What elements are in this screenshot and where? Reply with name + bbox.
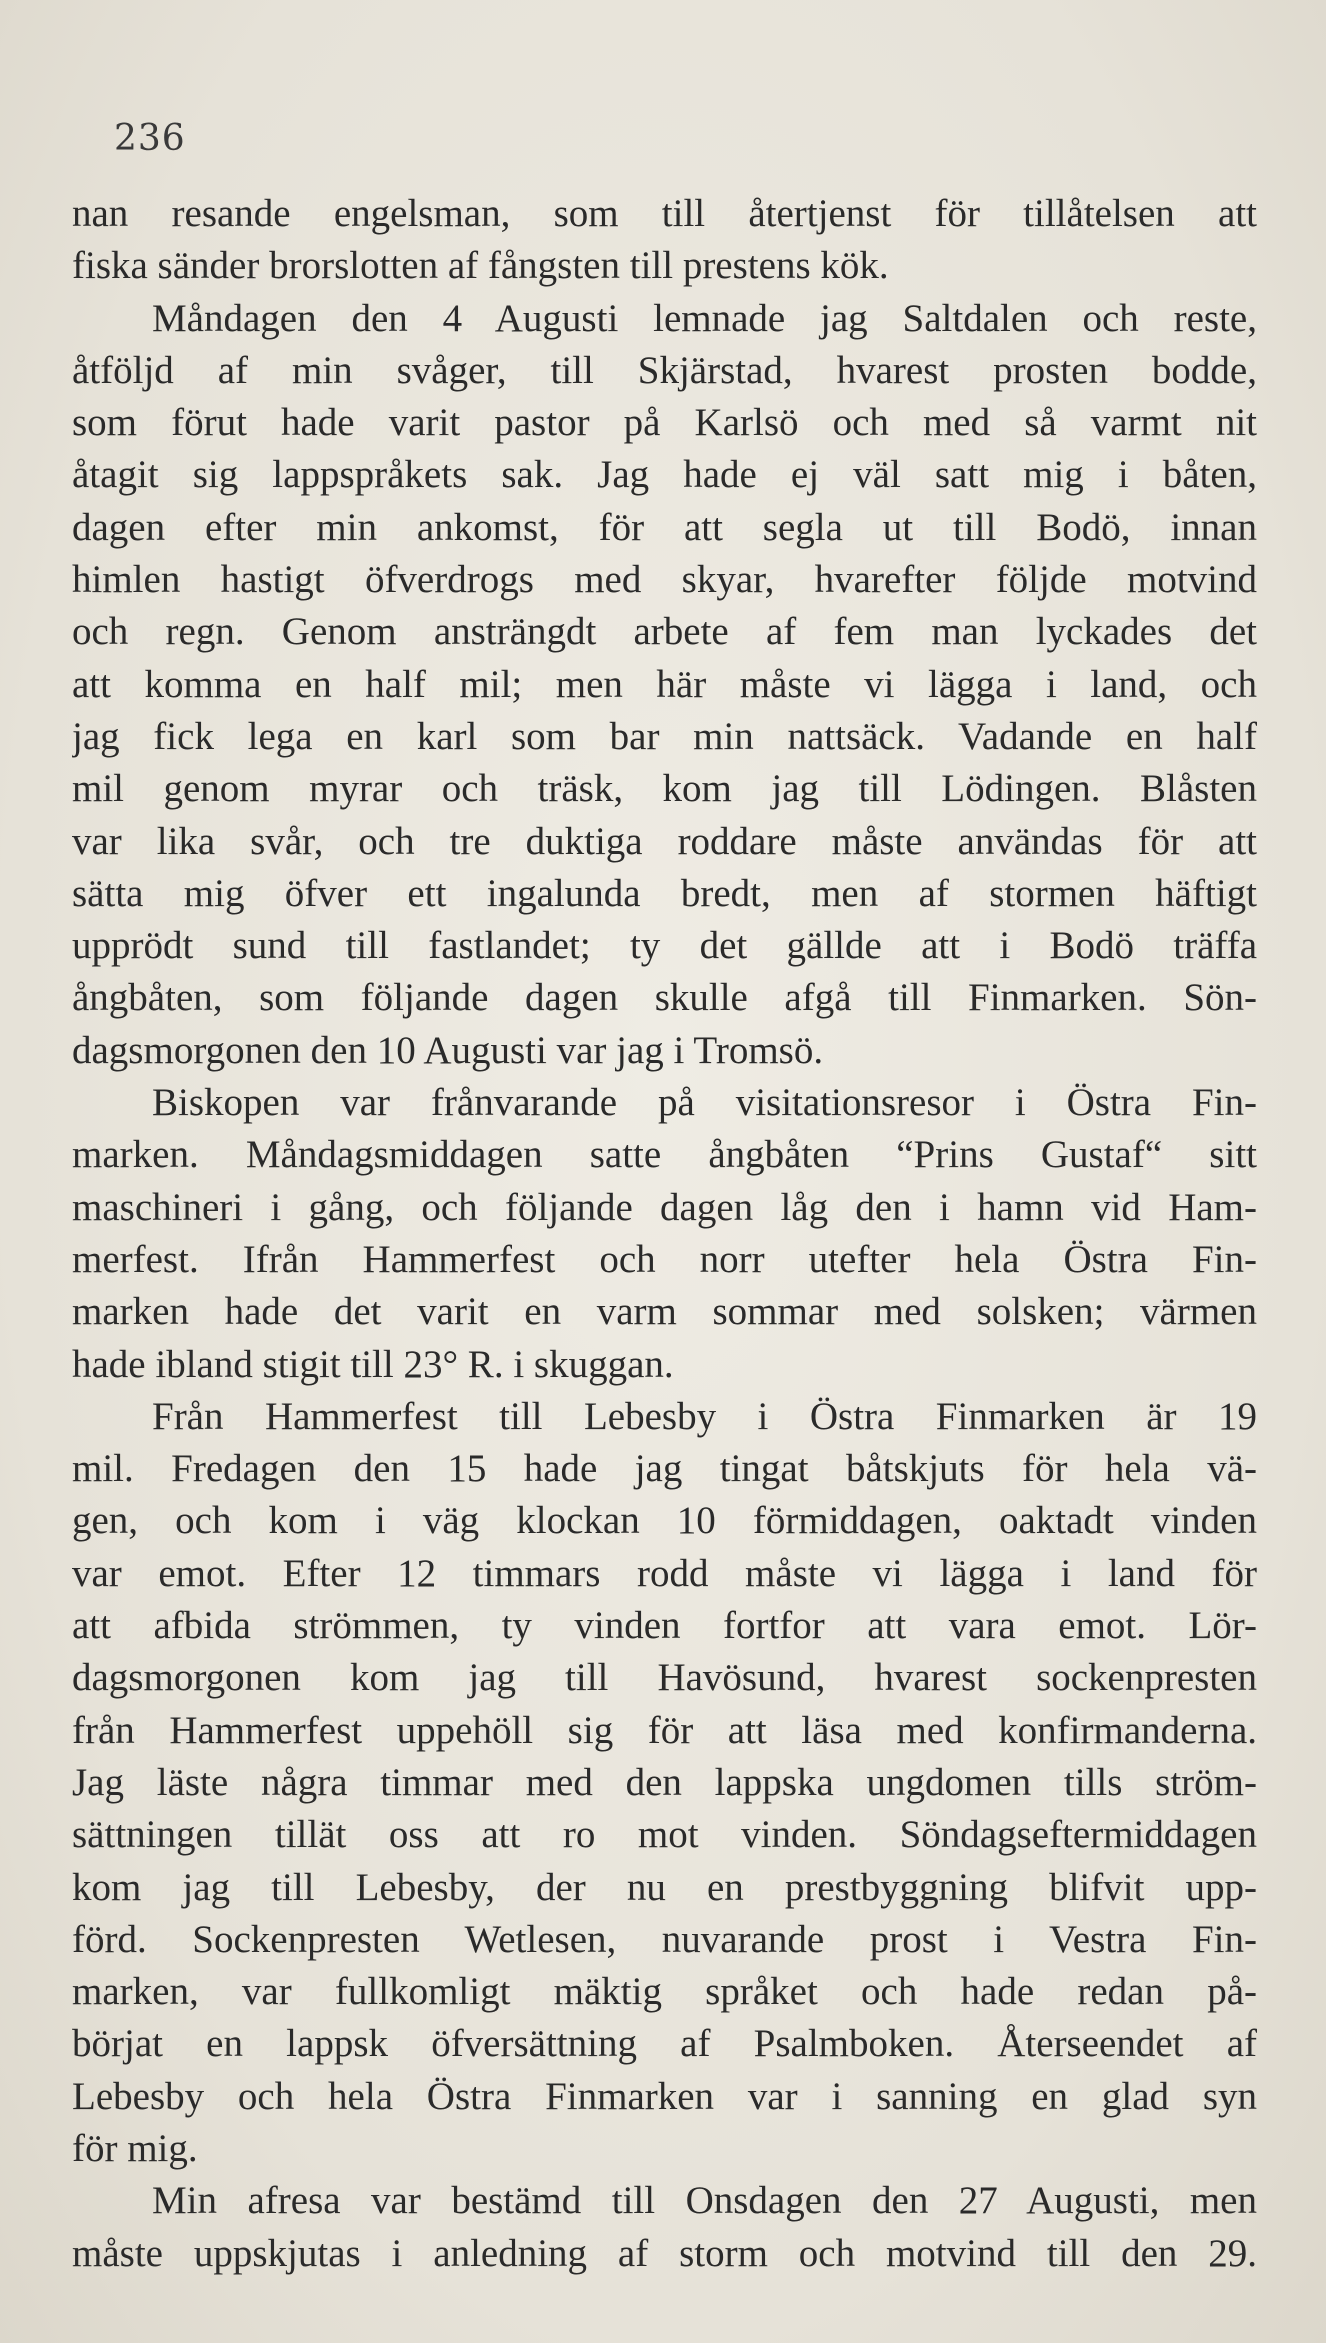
text-line: Från Hammerfest till Lebesby i Östra Finmarken är 19 (152, 1394, 1257, 1438)
text-line: maschineri i gång, och följande dagen låg den i hamn vid Ham- (72, 1185, 1257, 1229)
text-line: och regn. Genom ansträngdt arbete af fem man lyckades det (72, 610, 1257, 654)
text-line: från Hammerfest uppehöll sig för att läsa med konfirmanderna. (72, 1708, 1257, 1752)
text-line: marken, var fullkomligt mäktig språket och hade redan på- (72, 1970, 1257, 2014)
text-line: åtagit sig lappspråkets sak. Jag hade ej väl satt mig i båten, (72, 453, 1257, 497)
text-line: dagsmorgonen kom jag till Havösund, hvarest sockenpresten (72, 1656, 1257, 1700)
text-line: merfest. Ifrån Hammerfest och norr utefter hela Östra Fin- (72, 1237, 1257, 1281)
text-line: var emot. Efter 12 timmars rodd måste vi lägga i land för (72, 1551, 1257, 1595)
text-line: sätta mig öfver ett ingalunda bredt, men af stormen häftigt (72, 871, 1257, 915)
text-line: nan resande engelsman, som till återtjenst för tillåtelsen att (72, 192, 1257, 235)
text-line: marken hade det varit en varm sommar med solsken; värmen (72, 1290, 1257, 1334)
text-line: mil. Fredagen den 15 hade jag tingat båtskjuts för hela vä- (72, 1447, 1257, 1491)
page-number: 236 (114, 118, 186, 159)
text-line: fiska sänder brorslotten af fångsten till prestens kök. (72, 244, 889, 288)
text-line: kom jag till Lebesby, der nu en prestbyggning blifvit upp- (72, 1865, 1257, 1909)
text-line: marken. Måndagsmiddagen satte ångbåten “Prins Gustaf“ sitt (72, 1133, 1257, 1177)
text-line: åtföljd af min svåger, till Skjärstad, hvarest prosten bodde, (72, 348, 1257, 392)
text-line: upprödt sund till fastlandet; ty det gällde att i Bodö träffa (72, 924, 1257, 968)
text-line: gen, och kom i väg klockan 10 förmiddagen, oaktadt vinden (72, 1499, 1257, 1543)
text-line: måste uppskjutas i anledning af storm och motvind till den 29. (72, 2231, 1257, 2275)
text-line: Biskopen var frånvarande på visitationsresor i Östra Fin- (152, 1081, 1257, 1125)
text-line: dagen efter min ankomst, för att segla ut till Bodö, innan (72, 505, 1257, 549)
text-line: jag fick lega en karl som bar min nattsäck. Vadande en half (72, 714, 1257, 758)
text-line: Min afresa var bestämd till Onsdagen den 27 Augusti, men (152, 2179, 1257, 2223)
text-line: börjat en lappsk öfversättning af Psalmboken. Återseendet af (72, 2022, 1257, 2066)
text-line: sättningen tillät oss att ro mot vinden. Söndagseftermiddagen (72, 1813, 1257, 1857)
text-line: ångbåten, som följande dagen skulle afgå till Finmarken. Sön- (72, 976, 1257, 1020)
text-line: hade ibland stigit till 23° R. i skuggan. (72, 1342, 674, 1386)
text-line: Jag läste några timmar med den lappska ungdomen tills ström- (72, 1760, 1257, 1804)
body-text (72, 188, 1257, 2280)
text-line: Måndagen den 4 Augusti lemnade jag Saltdalen och reste, (152, 296, 1257, 340)
text-line: för mig. (72, 2126, 198, 2170)
text-line: att afbida strömmen, ty vinden fortfor att vara emot. Lör- (72, 1604, 1257, 1648)
text-line: som förut hade varit pastor på Karlsö och med så varmt nit (72, 401, 1257, 445)
text-line: dagsmorgonen den 10 Augusti var jag i Tromsö. (72, 1028, 824, 1072)
text-line: att komma en half mil; men här måste vi lägga i land, och (72, 662, 1257, 706)
text-line: var lika svår, och tre duktiga roddare måste användas för att (72, 819, 1257, 863)
text-line: himlen hastigt öfverdrogs med skyar, hvarefter följde motvind (72, 558, 1257, 602)
text-line: mil genom myrar och träsk, kom jag till Lödingen. Blåsten (72, 767, 1257, 811)
text-line: Lebesby och hela Östra Finmarken var i sanning en glad syn (72, 2074, 1257, 2118)
text-line: förd. Sockenpresten Wetlesen, nuvarande prost i Vestra Fin- (72, 1917, 1257, 1961)
